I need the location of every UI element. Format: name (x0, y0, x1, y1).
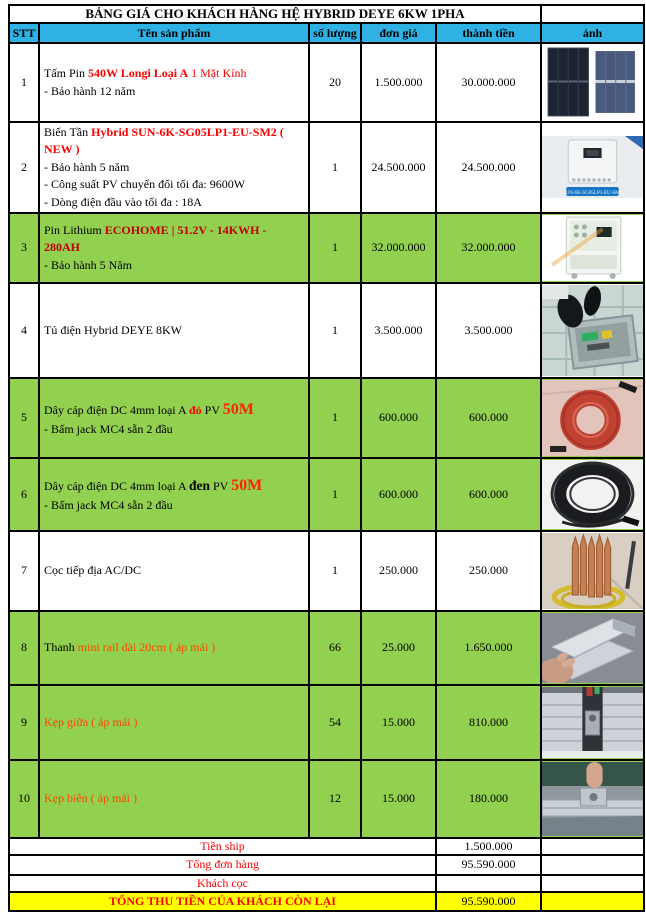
product-note: - Dòng điện đầu vào tối đa : 18A (44, 194, 202, 209)
col-header-qty: số lượng (309, 23, 361, 43)
col-header-unit-price: đơn giá (361, 23, 436, 43)
stt-cell: 5 (9, 378, 39, 458)
product-highlight: Kẹp biên ( áp mái ) (44, 791, 137, 806)
grounding-rods-photo (542, 533, 643, 609)
product-cell (39, 760, 309, 838)
col-header-stt: STT (9, 23, 39, 43)
footer-row-remaining-total (9, 892, 644, 911)
footer-row-order-total (9, 855, 644, 875)
product-name: Cọc tiếp địa AC/DC (44, 563, 141, 578)
qty-cell: 1 (309, 531, 361, 611)
photo-cell (541, 43, 644, 122)
red-cable-photo (542, 380, 643, 456)
footer-label: Khách cọc (9, 875, 436, 892)
total-cell: 250.000 (436, 531, 541, 611)
qty-cell: 12 (309, 760, 361, 838)
solar-panels-photo (542, 45, 643, 120)
stt-cell: 4 (9, 283, 39, 378)
table-row (9, 611, 644, 685)
stt-cell: 10 (9, 760, 39, 838)
photo-cell (541, 122, 644, 213)
end-clamp-photo (542, 762, 643, 836)
unit-price-cell: 24.500.000 (361, 122, 436, 213)
product-suffix: 1 Mặt Kính (188, 66, 247, 81)
table-row (9, 378, 644, 458)
inverter-photo (542, 136, 643, 198)
product-note: - Bảo hành 5 Năm (44, 257, 132, 272)
unit-price-cell: 15.000 (361, 760, 436, 838)
col-header-product: Tên sản phẩm (39, 23, 309, 43)
product-cell (39, 283, 309, 378)
total-cell: 1.650.000 (436, 611, 541, 685)
total-cell: 3.500.000 (436, 283, 541, 378)
total-cell: 180.000 (436, 760, 541, 838)
inverter-model-label: SUN-6K-SG05LP1-EU-SM2 (562, 191, 623, 197)
product-name: Biến Tần (44, 125, 92, 139)
qty-cell: 1 (309, 283, 361, 378)
product-highlight: đen (188, 478, 210, 494)
product-cell (39, 458, 309, 531)
footer-value: 95.590.000 (436, 892, 541, 911)
product-name: Thanh (44, 640, 78, 655)
product-mid: PV (210, 479, 232, 494)
footer-row-ship (9, 838, 644, 855)
qty-cell: 54 (309, 685, 361, 760)
footer-value: 95.590.000 (436, 855, 541, 875)
unit-price-cell: 15.000 (361, 685, 436, 760)
footer-empty-cell (541, 855, 644, 875)
footer-empty-cell (541, 875, 644, 892)
photo-cell (541, 531, 644, 611)
photo-cell (541, 213, 644, 283)
black-cable-photo (542, 460, 643, 529)
col-header-total: thành tiền (436, 23, 541, 43)
product-highlight: ECOHOME | 51.2V - 14KWH - 280AH (44, 222, 267, 255)
stt-cell: 1 (9, 43, 39, 122)
product-note: - Công suất PV chuyển đổi tối đa: 9600W (44, 177, 246, 192)
table-row (9, 122, 644, 213)
product-highlight: mini rail dài 20cm ( áp mái ) (77, 640, 216, 655)
title-row-empty-cell (541, 5, 644, 23)
product-cell (39, 611, 309, 685)
product-name: Pin Lithium (44, 222, 105, 237)
product-note: - Bảo hành 12 năm (44, 83, 136, 98)
unit-price-cell: 25.000 (361, 611, 436, 685)
product-cell (39, 378, 309, 458)
product-highlight: Hybrid SUN-6K-SG05LP1-EU-SM2 ( NEW ) (44, 125, 284, 157)
qty-cell: 66 (309, 611, 361, 685)
page-title: BẢNG GIÁ CHO KHÁCH HÀNG HỆ HYBRID DEYE 6KW 1PHA (9, 5, 541, 23)
product-cell (39, 213, 309, 283)
product-cell (39, 685, 309, 760)
footer-empty-cell (541, 838, 644, 855)
product-note: - Bảo hành 5 năm (44, 159, 130, 174)
unit-price-cell: 600.000 (361, 458, 436, 531)
product-length: 50M (231, 477, 263, 495)
total-cell: 30.000.000 (436, 43, 541, 122)
product-highlight: Kẹp giữa ( áp mái ) (44, 714, 138, 729)
product-mid: PV (201, 402, 223, 417)
qty-cell: 1 (309, 122, 361, 213)
footer-value (436, 875, 541, 892)
product-note: - Bấm jack MC4 sẵn 2 đầu (44, 421, 173, 436)
unit-price-cell: 1.500.000 (361, 43, 436, 122)
product-length: 50M (222, 400, 254, 418)
table-row (9, 283, 644, 378)
unit-price-cell: 250.000 (361, 531, 436, 611)
table-row (9, 685, 644, 760)
photo-cell (541, 283, 644, 378)
product-note: - Bấm jack MC4 sẵn 2 đầu (44, 498, 173, 513)
table-row (9, 458, 644, 531)
stt-cell: 6 (9, 458, 39, 531)
photo-cell (541, 458, 644, 531)
footer-label: TỔNG THU TIỀN CỦA KHÁCH CÒN LẠI (9, 892, 436, 911)
photo-cell (541, 611, 644, 685)
total-cell: 24.500.000 (436, 122, 541, 213)
product-name: Tủ điện Hybrid DEYE 8KW (44, 322, 182, 337)
unit-price-cell: 600.000 (361, 378, 436, 458)
photo-cell (541, 685, 644, 760)
mini-rail-photo (542, 613, 643, 683)
price-table (8, 4, 645, 912)
stt-cell: 2 (9, 122, 39, 213)
product-name: Dây cáp điện DC 4mm loại A (44, 402, 189, 417)
footer-value: 1.500.000 (436, 838, 541, 855)
stt-cell: 8 (9, 611, 39, 685)
stt-cell: 9 (9, 685, 39, 760)
product-cell (39, 531, 309, 611)
table-row (9, 43, 644, 122)
product-cell (39, 43, 309, 122)
total-cell: 810.000 (436, 685, 541, 760)
product-highlight: đỏ (188, 402, 202, 417)
qty-cell: 1 (309, 458, 361, 531)
table-row (9, 760, 644, 838)
electrical-box-photo (542, 285, 643, 376)
product-cell (39, 122, 309, 213)
table-row (9, 531, 644, 611)
photo-cell (541, 760, 644, 838)
unit-price-cell: 3.500.000 (361, 283, 436, 378)
total-cell: 32.000.000 (436, 213, 541, 283)
footer-row-deposit (9, 875, 644, 892)
footer-label: Tiền ship (9, 838, 436, 855)
product-name: Tấm Pin (44, 66, 88, 81)
battery-cabinet-photo (542, 215, 643, 281)
qty-cell: 1 (309, 213, 361, 283)
total-cell: 600.000 (436, 378, 541, 458)
mid-clamp-photo (542, 687, 643, 758)
stt-cell: 3 (9, 213, 39, 283)
table-row (9, 213, 644, 283)
footer-label: Tổng đơn hàng (9, 855, 436, 875)
product-name: Dây cáp điện DC 4mm loại A (44, 479, 189, 494)
qty-cell: 1 (309, 378, 361, 458)
photo-cell (541, 378, 644, 458)
qty-cell: 20 (309, 43, 361, 122)
product-highlight: 540W Longi Loại A (88, 66, 189, 81)
total-cell: 600.000 (436, 458, 541, 531)
footer-empty-cell (541, 892, 644, 911)
stt-cell: 7 (9, 531, 39, 611)
unit-price-cell: 32.000.000 (361, 213, 436, 283)
col-header-image: ảnh (541, 23, 644, 43)
